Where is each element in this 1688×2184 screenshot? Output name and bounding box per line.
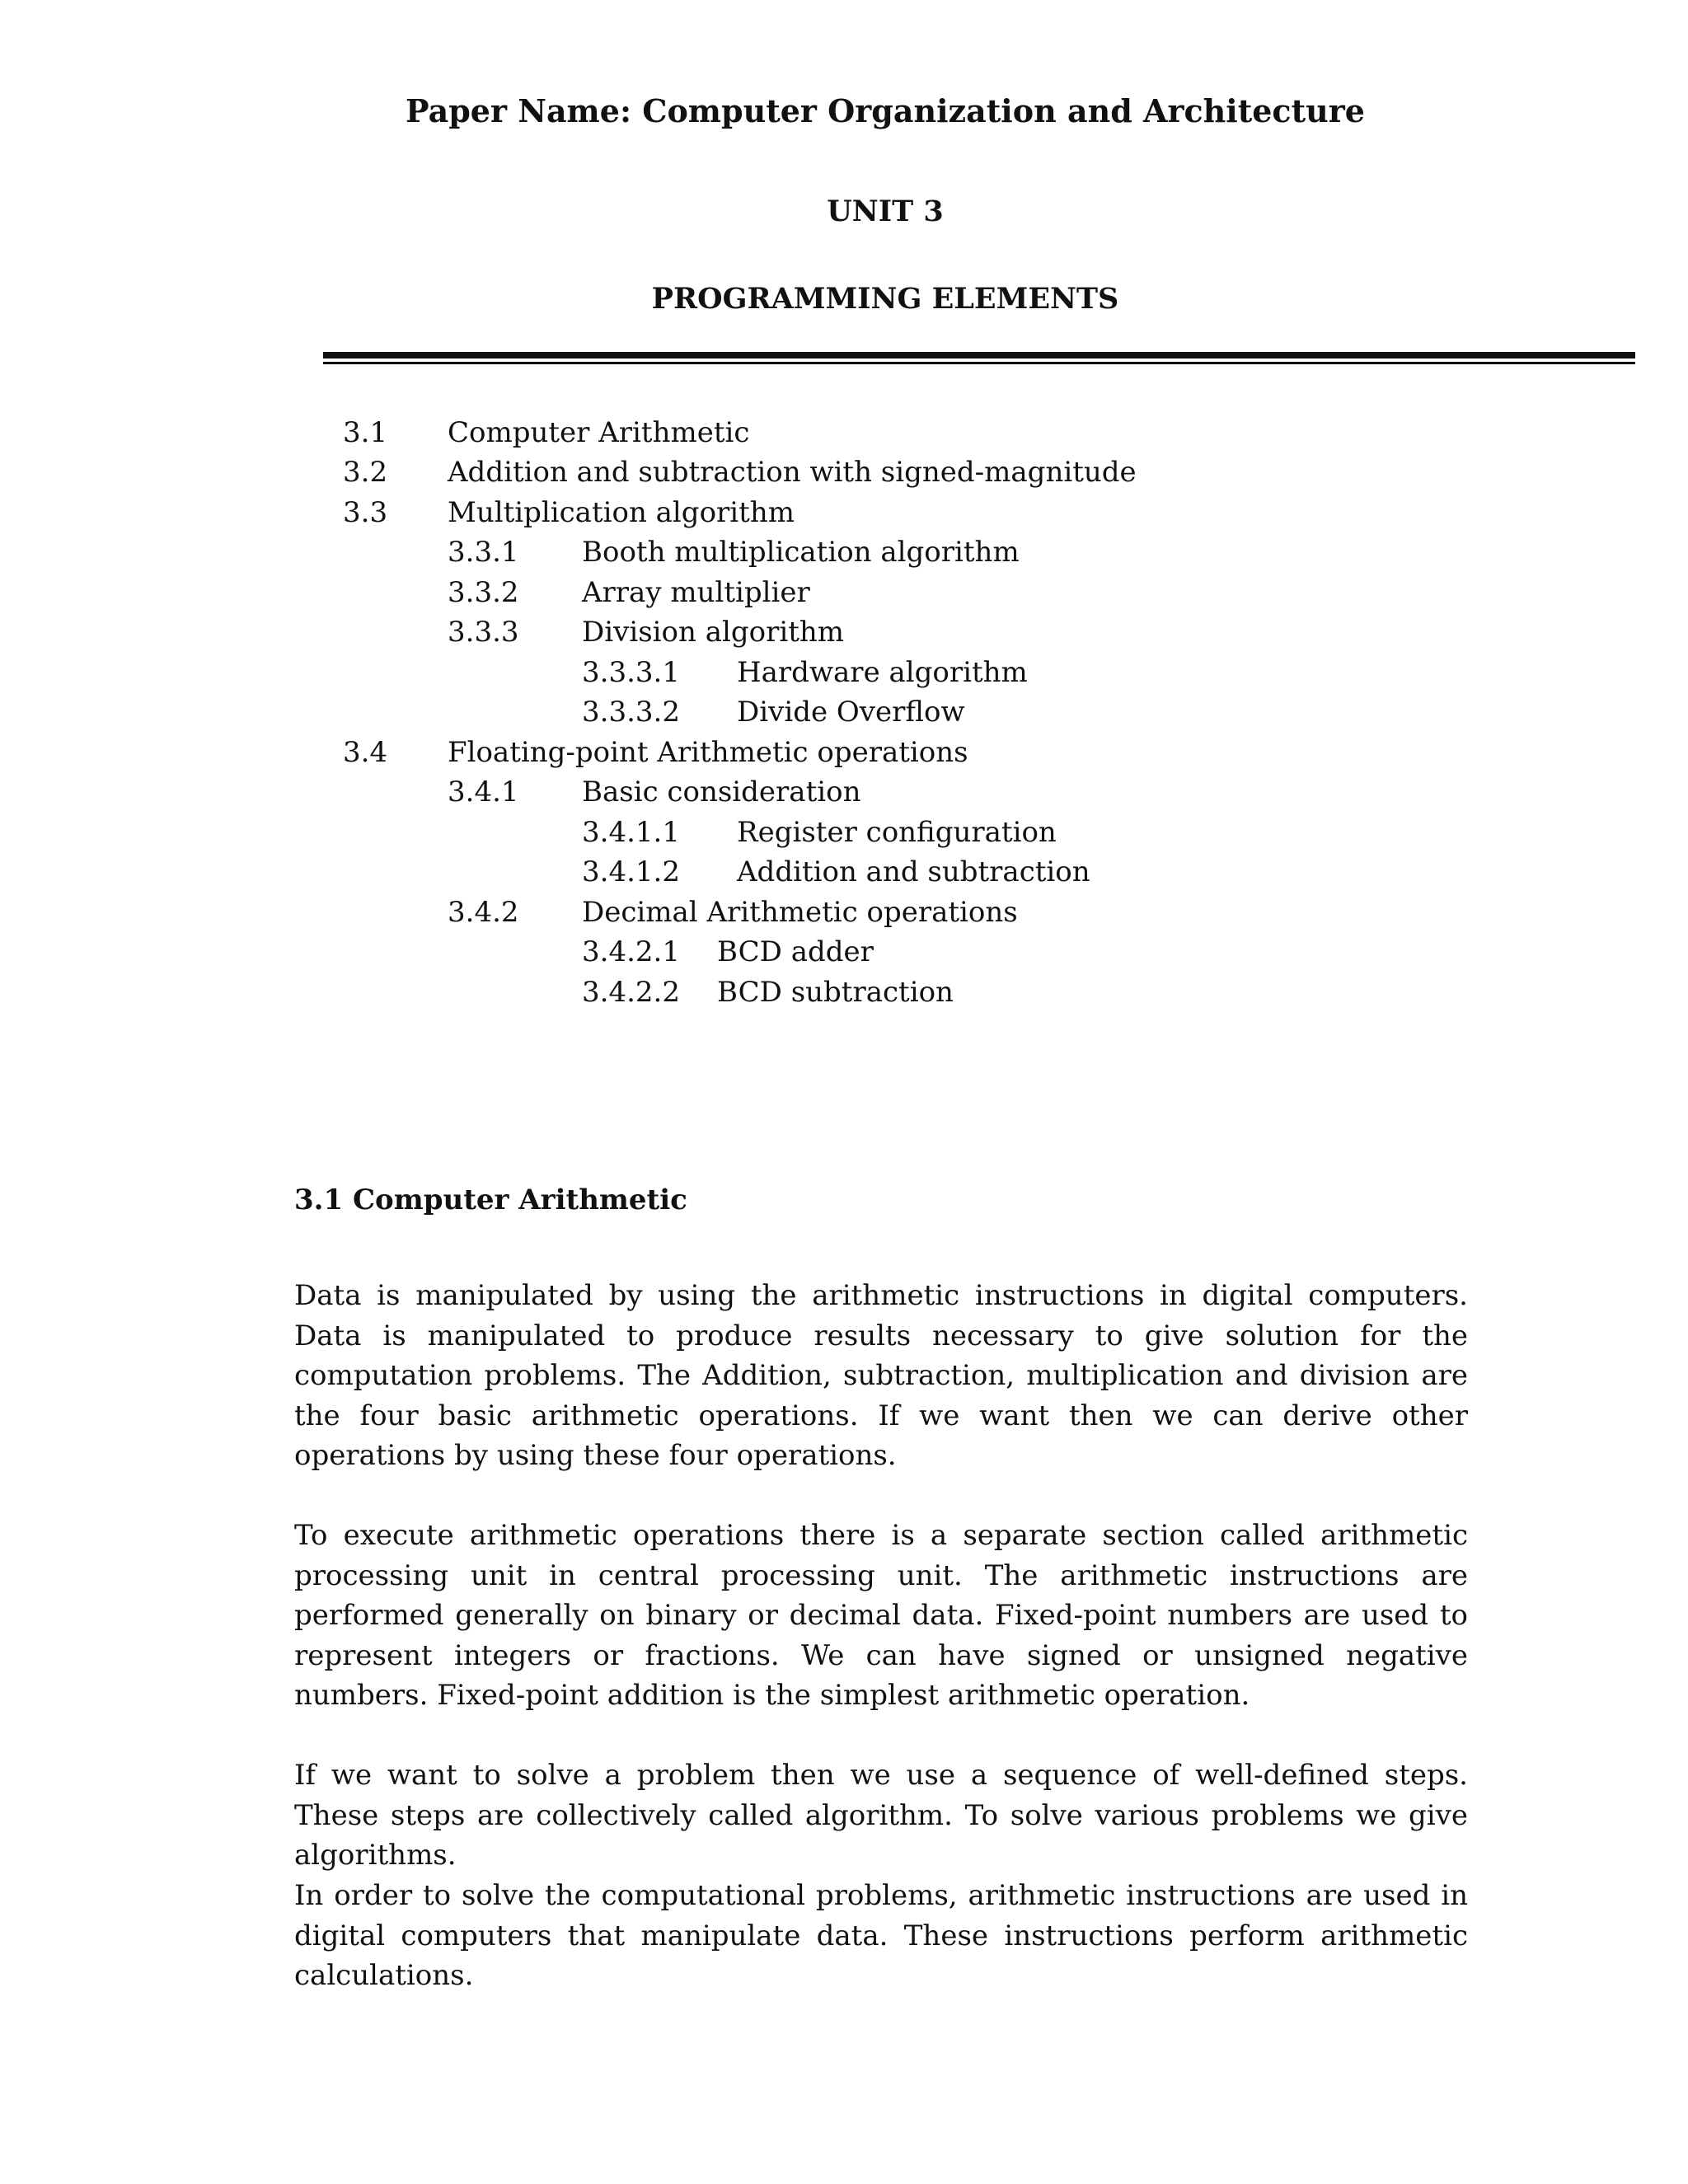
toc-number: 3.3.1 [448,536,519,569]
toc-number: 3.4.1.2 [582,855,680,888]
toc-text: Divide Overflow [737,696,965,729]
toc-number: 3.3.2 [448,576,519,609]
toc-text: Booth multiplication algorithm [582,536,1020,569]
toc-number: 3.4.1 [448,776,519,808]
body-paragraph: In order to solve the computational problems, arithmetic instructions are used in digital computers that manipulate data. These instructions perform arithmetic calculations. [294,1879,1468,1992]
toc-number: 3.4.2.2 [582,976,680,1009]
toc-text: Hardware algorithm [737,656,1028,689]
body-paragraph: Data is manipulated by using the arithmetic instructions in digital computers. Data is manipulated to produce results necessary to give solution for the computation problems. The Addition, subtraction, multiplication and division are the four basic arithmetic operations. If we want then we can derive other operations by using these four operations. [294,1279,1468,1472]
toc-text: Addition and subtraction with signed-magnitude [448,456,1137,489]
header-rule-thin [323,362,1635,364]
toc-number: 3.2 [343,456,388,489]
toc-text: Division algorithm [582,616,845,649]
toc-number: 3.3.3 [448,616,519,649]
toc-number: 3.4.2 [448,896,519,929]
unit-title: PROGRAMMING ELEMENTS [651,282,1119,316]
toc-text: BCD subtraction [717,976,954,1009]
header-rule-thick [323,352,1635,359]
section-heading: 3.1 Computer Arithmetic [294,1183,687,1216]
toc-number: 3.4.1.1 [582,816,680,849]
toc-number: 3.4.2.1 [582,935,680,968]
toc-text: Floating-point Arithmetic operations [448,736,968,769]
toc-number: 3.3.3.1 [582,656,680,689]
toc-number: 3.4 [343,736,388,769]
toc-text: BCD adder [717,935,874,968]
toc-number: 3.3.3.2 [582,696,680,729]
toc-number: 3.3 [343,496,388,529]
paper-name-title: Paper Name: Computer Organization and Architecture [406,92,1365,129]
toc-number: 3.1 [343,416,388,449]
toc-text: Array multiplier [582,576,810,609]
toc-text: Computer Arithmetic [448,416,750,449]
unit-number: UNIT 3 [827,194,944,228]
body-paragraph: To execute arithmetic operations there is a separate section called arithmetic processing unit in central processing unit. The arithmetic instructions are performed generally on binary or decimal data. Fixed-point numbers are used to represent integers or fractions. We can have signed or unsigned negative numbers. Fixed-point addition is the simplest arithmetic operation. [294,1519,1468,1712]
toc-text: Basic consideration [582,776,861,808]
body-paragraph: If we want to solve a problem then we use a sequence of well-defined steps. These steps are collectively called algorithm. To solve various problems we give algorithms. [294,1759,1468,1872]
toc-text: Register configuration [737,816,1057,849]
toc-text: Multiplication algorithm [448,496,795,529]
toc-text: Decimal Arithmetic operations [582,896,1018,929]
toc-text: Addition and subtraction [737,855,1090,888]
